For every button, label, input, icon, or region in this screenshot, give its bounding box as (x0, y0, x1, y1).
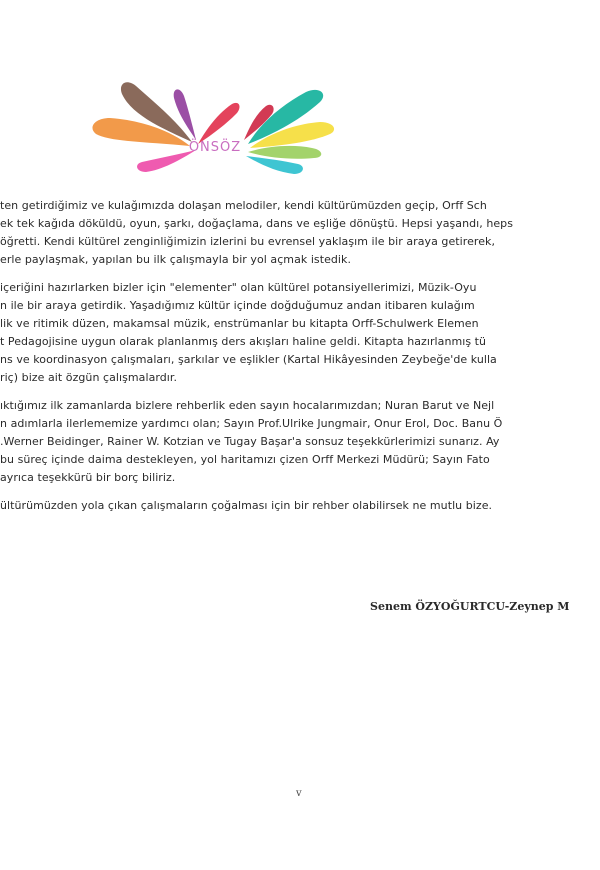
text-line: lik ve ritimik düzen, makamsal müzik, enstrümanlar bu kitapta Orff-Schulwerk Elemen (0, 317, 479, 330)
text-line: t Pedagojisine uygun olarak planlanmış ders akışları haline geldi. Kitapta hazırlanmış tü (0, 335, 487, 348)
text-line: erle paylaşmak, yapılan bu ilk çalışmayla bir yol açmak istedik. (0, 253, 351, 266)
page-heading: ÖNSÖZ (188, 140, 242, 155)
text-line: bu süreç içinde daima destekleyen, yol haritamızı çizen Orff Merkezi Müdürü; Sayın Fato (0, 453, 490, 466)
text-line: ayrıca teşekkürü bir borç biliriz. (0, 471, 176, 484)
ornament-drop-red (198, 103, 239, 144)
text-line: içeriğini hazırlarken bizler için "elementer" olan kültürel potansiyellerimizi, Müzik-Oyu (0, 281, 477, 294)
text-line: riç) bize ait özgün çalışmalardır. (0, 371, 177, 384)
text-line: n adımlarla ilerlememize yardımcı olan; Sayın Prof.Ulrike Jungmair, Onur Erol, Doc. Banu Ö (0, 417, 503, 430)
page-number: v (296, 788, 302, 799)
text-line: öğretti. Kendi kültürel zenginliğimizin izlerini bu evrensel yaklaşım ile bir araya getirerek, (0, 235, 496, 248)
text-line: .Werner Beidinger, Rainer W. Kotzian ve Tugay Başar'a sonsuz teşekkürlerimizi sunarız. Ay (0, 435, 500, 448)
text-line: ten getirdiğimiz ve kulağımızda dolaşan melodiler, kendi kültürümüzden geçip, Orff Sch (0, 199, 487, 212)
decorative-swirl-ornament (80, 68, 350, 178)
text-line: ns ve koordinasyon çalışmaları, şarkılar ve eşlikler (Kartal Hikâyesinden Zeybeğe'de kulla (0, 353, 497, 366)
text-line: ıktığımız ilk zamanlarda bizlere rehberlik eden sayın hocalarımızdan; Nuran Barut ve Nejl (0, 399, 495, 412)
text-line: ek tek kağıda döküldü, oyun, şarkı, doğaçlama, dans ve eşliğe dönüştü. Hepsi yaşandı, heps (0, 217, 513, 230)
text-line: n ile bir araya getirdik. Yaşadığımız kültür içinde doğduğumuz andan itibaren kulağım (0, 299, 475, 312)
text-line: ültürümüzden yola çıkan çalışmaların çoğalması için bir rehber olabilirsek ne mutlu bize. (0, 499, 493, 512)
author-signature: Senem ÖZYOĞURTCU-Zeynep M (370, 600, 570, 613)
